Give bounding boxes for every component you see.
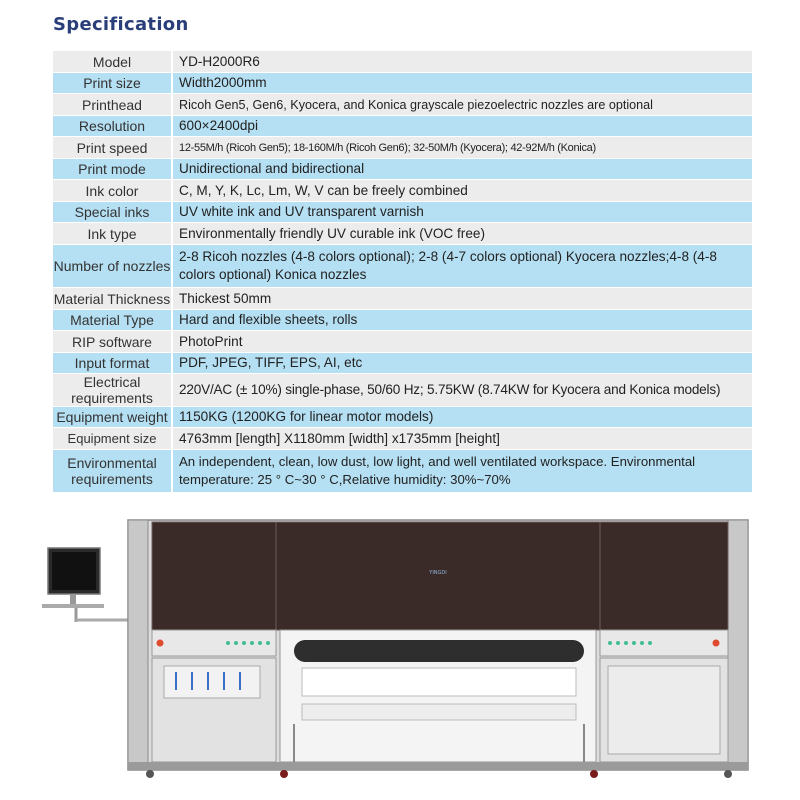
- table-row: [53, 407, 752, 428]
- table-row: [53, 331, 752, 353]
- monitor-screen: [52, 552, 96, 590]
- table-row: [53, 245, 752, 288]
- spec-key: Print mode: [53, 159, 173, 180]
- spec-key: Input format: [53, 353, 173, 374]
- spec-table: [53, 51, 752, 493]
- spec-value: Environmentally friendly UV curable ink (VOC free): [173, 223, 752, 245]
- table-row: [53, 51, 752, 73]
- spec-key: Resolution: [53, 116, 173, 137]
- spec-key: Material Thickness: [53, 288, 173, 310]
- left-control-panel: [152, 630, 276, 656]
- spec-value: Width2000mm: [173, 73, 752, 94]
- emergency-stop-icon: [713, 640, 720, 647]
- spec-key: Electrical requirements: [53, 374, 173, 407]
- spec-key: Print speed: [53, 137, 173, 159]
- table-row: [53, 353, 752, 374]
- table-row: [53, 180, 752, 202]
- table-row: [53, 202, 752, 223]
- table-row: [53, 288, 752, 310]
- ink-valve-panel: [164, 666, 260, 698]
- spec-value: UV white ink and UV transparent varnish: [173, 202, 752, 223]
- spec-key: RIP software: [53, 331, 173, 353]
- monitor-shelf: [42, 604, 104, 608]
- spec-value: PhotoPrint: [173, 331, 752, 353]
- printer-machine-image: [40, 512, 760, 782]
- brand-logo: YINGDI: [429, 570, 447, 576]
- spec-value: 1150KG (1200KG for linear motor models): [173, 407, 752, 428]
- table-row: [53, 73, 752, 94]
- spec-value: Hard and flexible sheets, rolls: [173, 310, 752, 331]
- spec-value: 220V/AC (± 10%) single-phase, 50/60 Hz; 5.75KW (8.74KW for Kyocera and Konica models): [173, 374, 752, 407]
- spec-key: Print size: [53, 73, 173, 94]
- spec-key: Material Type: [53, 310, 173, 331]
- wheel: [590, 770, 598, 778]
- feed-roller: [294, 640, 584, 662]
- table-row: [53, 428, 752, 450]
- table-row: [53, 116, 752, 137]
- table-row: [53, 374, 752, 407]
- wheel: [146, 770, 154, 778]
- spec-key: Equipment size: [53, 428, 173, 450]
- spec-value: An independent, clean, low dust, low light, and well ventilated workspace. Environmental temperature: 25 ° C~30 ° C,Relative humidity: 30%~70%: [173, 450, 752, 493]
- spec-value: PDF, JPEG, TIFF, EPS, AI, etc: [173, 353, 752, 374]
- spec-key: Environmental requirements: [53, 450, 173, 493]
- spec-key: Model: [53, 51, 173, 73]
- spec-key: Ink color: [53, 180, 173, 202]
- emergency-stop-icon: [157, 640, 164, 647]
- spec-key: Number of nozzles: [53, 245, 173, 288]
- spec-value: 4763mm [length] X1180mm [width] x1735mm [height]: [173, 428, 752, 450]
- table-row: [53, 450, 752, 493]
- wheel: [280, 770, 288, 778]
- table-row: [53, 94, 752, 116]
- page-title: Specification: [53, 14, 189, 35]
- top-cover: [152, 522, 728, 630]
- table-row: [53, 159, 752, 180]
- spec-value: 12-55M/h (Ricoh Gen5); 18-160M/h (Ricoh Gen6); 32-50M/h (Kyocera); 42-92M/h (Konica): [173, 137, 752, 159]
- table-row: [53, 137, 752, 159]
- spec-key: Equipment weight: [53, 407, 173, 428]
- wheel: [724, 770, 732, 778]
- spec-value: Unidirectional and bidirectional: [173, 159, 752, 180]
- table-row: [53, 223, 752, 245]
- spec-value: 2-8 Ricoh nozzles (4-8 colors optional); 2-8 (4-7 colors optional) Kyocera nozzles;4-8 (4-8 colors optional) Konica nozzles: [173, 245, 752, 288]
- spec-value: YD-H2000R6: [173, 51, 752, 73]
- spec-key: Ink type: [53, 223, 173, 245]
- spec-key: Special inks: [53, 202, 173, 223]
- spec-value: Ricoh Gen5, Gen6, Kyocera, and Konica grayscale piezoelectric nozzles are optional: [173, 94, 752, 116]
- spec-value: Thickest 50mm: [173, 288, 752, 310]
- table-row: [53, 310, 752, 331]
- spec-key: Printhead: [53, 94, 173, 116]
- spec-value: C, M, Y, K, Lc, Lm, W, V can be freely combined: [173, 180, 752, 202]
- spec-value: 600×2400dpi: [173, 116, 752, 137]
